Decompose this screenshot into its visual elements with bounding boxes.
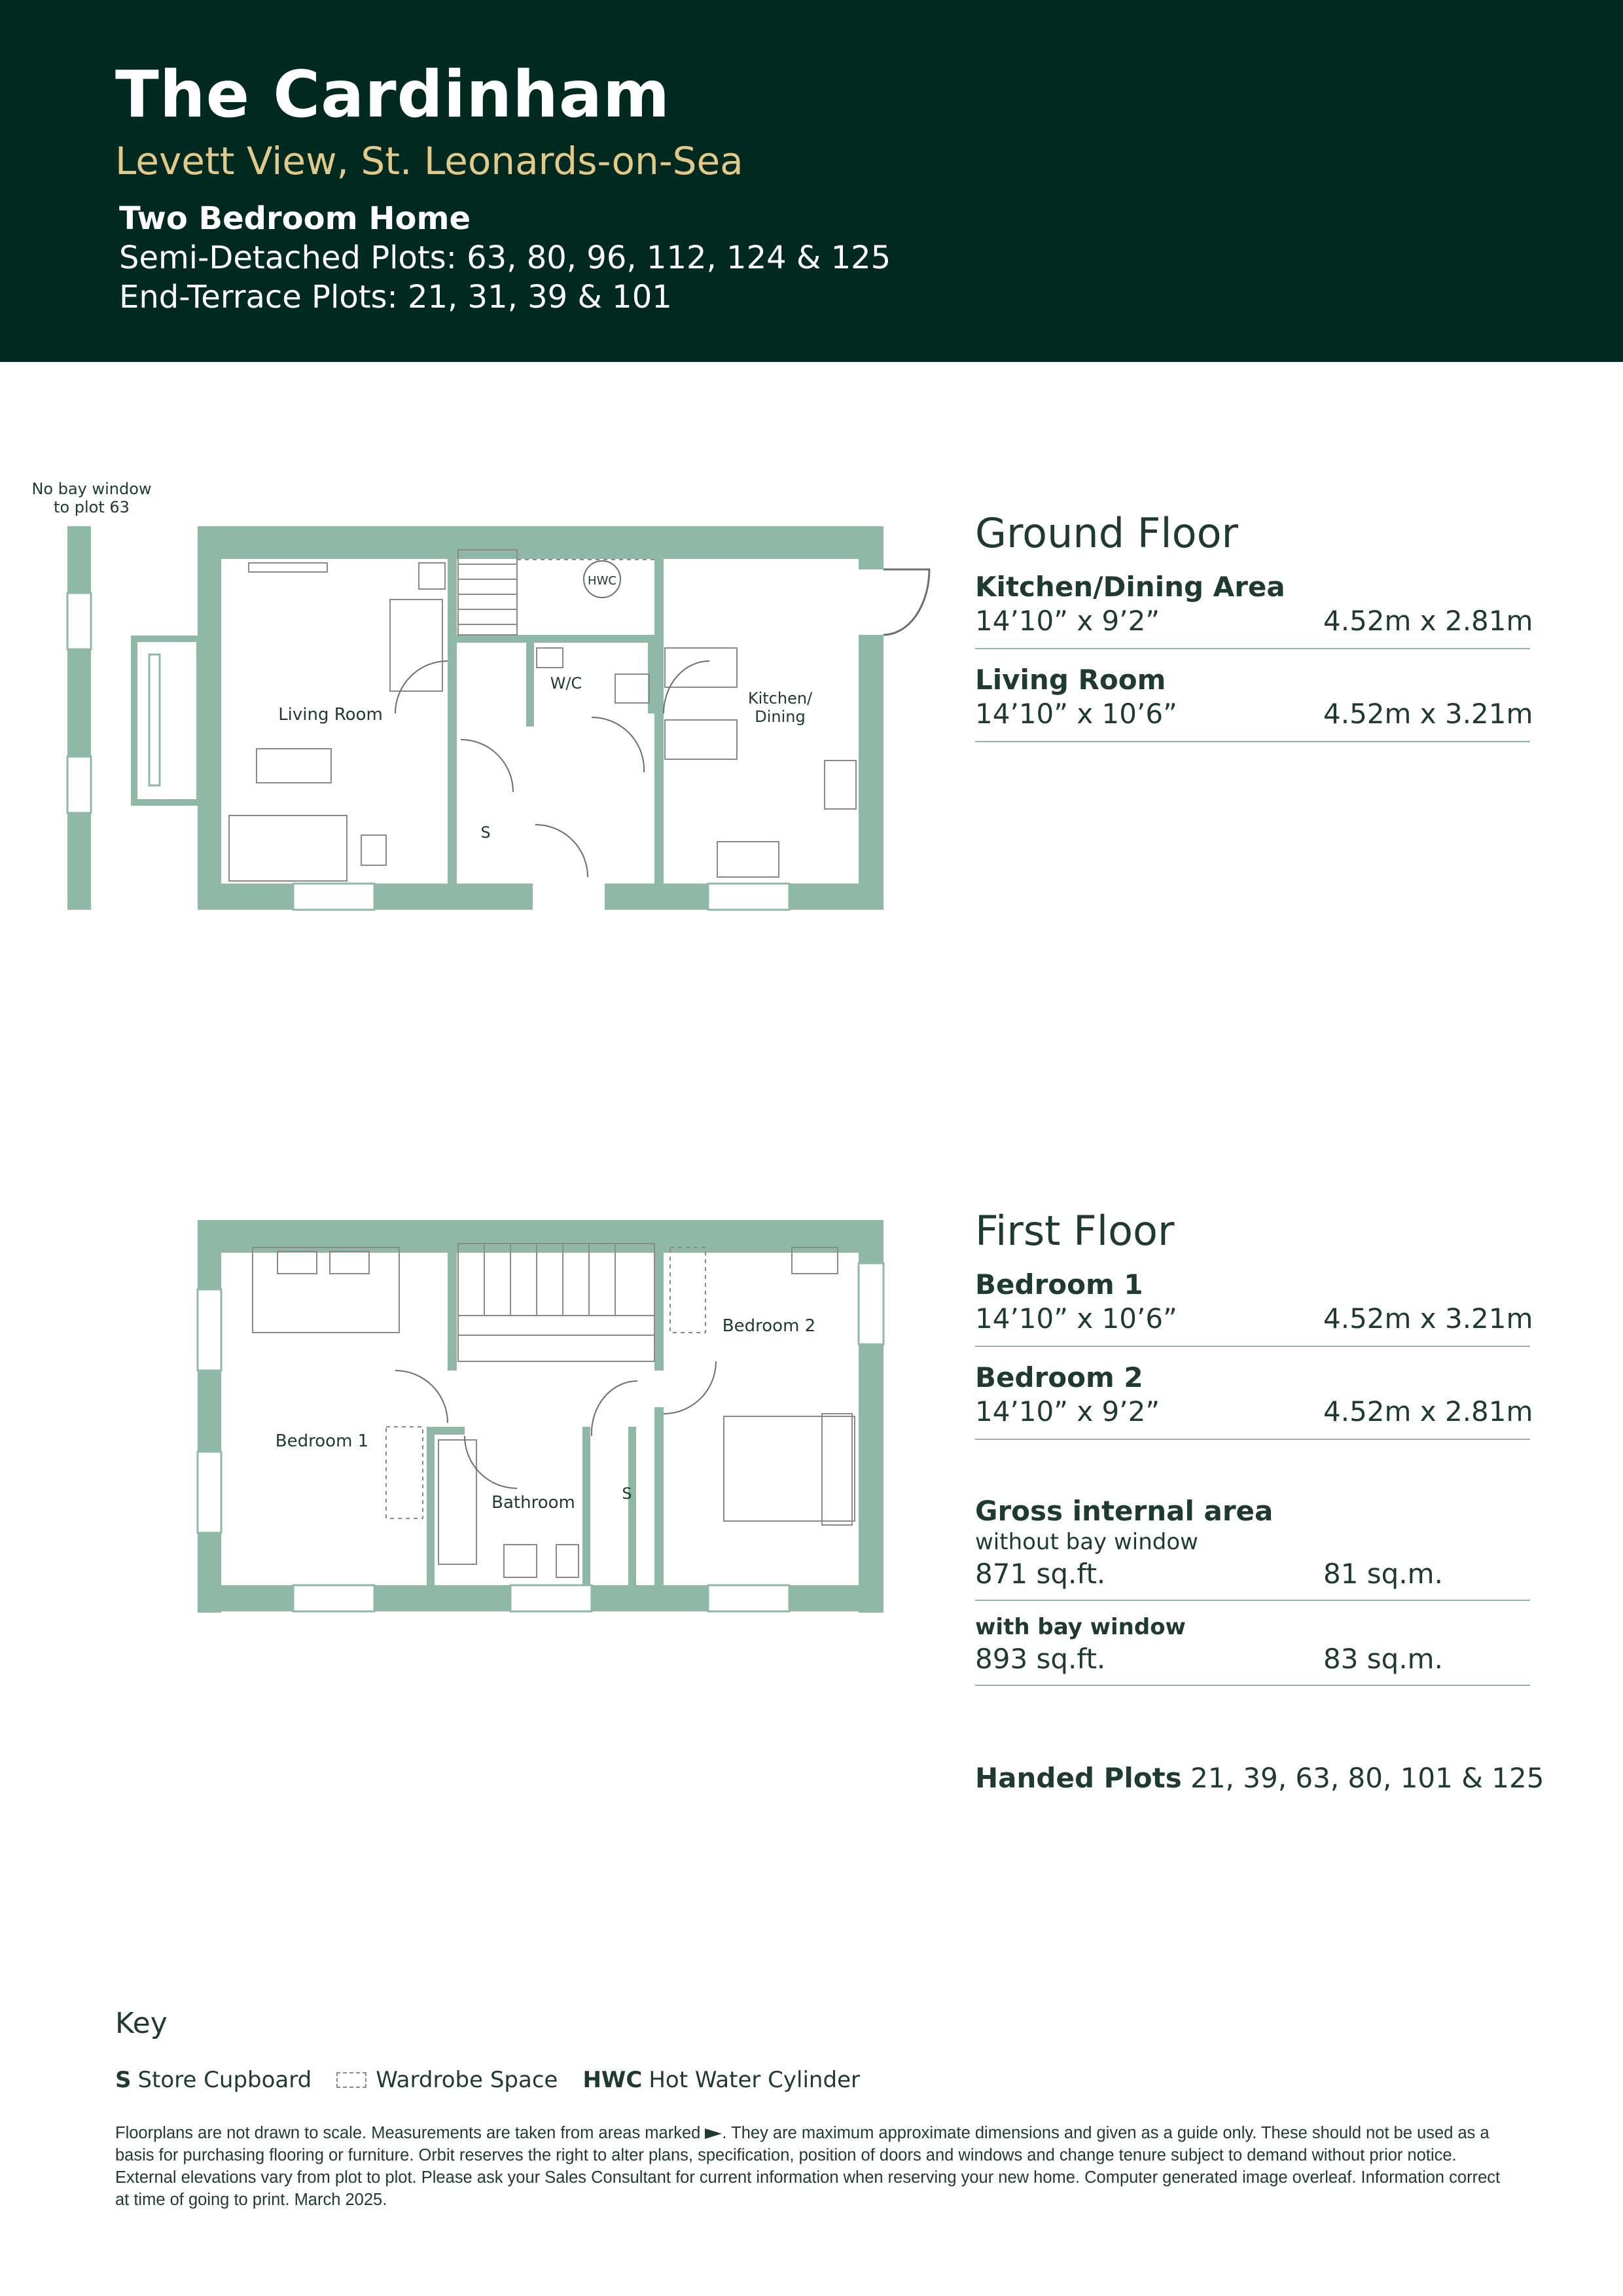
disclaimer xyxy=(115,2122,1516,2211)
key-wardrobe-text: Wardrobe Space xyxy=(376,2067,558,2093)
handed-plots xyxy=(975,1762,1544,1794)
divider xyxy=(975,1685,1530,1686)
label-hwc: HWC xyxy=(588,574,616,588)
gia-with-sqft: 893 sq.ft. xyxy=(975,1643,1106,1675)
key-row xyxy=(115,2067,885,2093)
key-hwc-text: Hot Water Cylinder xyxy=(649,2067,860,2093)
key-store-text: Store Cupboard xyxy=(137,2067,312,2093)
first-left-wall xyxy=(198,1220,221,1613)
ground-top-wall xyxy=(198,526,883,559)
room-metric-bedroom-1: 4.52m x 3.21m xyxy=(1323,1302,1533,1335)
room-name-bedroom-2: Bedroom 2 xyxy=(975,1361,1143,1393)
divider xyxy=(975,741,1530,742)
ground-floor-plan xyxy=(0,517,955,923)
label-store-first: S xyxy=(622,1484,632,1503)
label-bedroom-2: Bedroom 2 xyxy=(722,1316,816,1336)
key-store-abbr: S xyxy=(115,2067,132,2093)
label-living-room: Living Room xyxy=(278,705,383,725)
divider xyxy=(975,1600,1530,1601)
gia-title: Gross internal area xyxy=(975,1495,1274,1527)
room-imperial-living: 14’10” x 10’6” xyxy=(975,698,1177,730)
divider xyxy=(975,648,1530,649)
room-imperial-kitchen: 14’10” x 9’2” xyxy=(975,605,1160,637)
label-wc: W/C xyxy=(550,674,582,692)
room-metric-kitchen: 4.52m x 2.81m xyxy=(1323,605,1533,637)
first-floor-plan xyxy=(0,1211,955,1617)
handed-plots-list: 21, 39, 63, 80, 101 & 125 xyxy=(1190,1762,1544,1794)
key-store xyxy=(115,2067,312,2093)
page-title: The Cardinham xyxy=(115,58,671,132)
gia-without-label: without bay window xyxy=(975,1529,1198,1555)
semi-detached-plots: Semi-Detached Plots: 63, 80, 96, 112, 124 & 125 xyxy=(119,240,891,276)
home-type: Two Bedroom Home xyxy=(119,200,471,237)
room-imperial-bedroom-2: 14’10” x 9’2” xyxy=(975,1395,1160,1427)
first-floor-title: First Floor xyxy=(975,1207,1175,1255)
label-bathroom: Bathroom xyxy=(491,1493,575,1513)
side-elevation-strip xyxy=(67,526,91,910)
handed-plots-label: Handed Plots xyxy=(975,1762,1182,1794)
key-hwc xyxy=(582,2067,860,2093)
label-store-ground: S xyxy=(480,823,491,842)
ground-floor-title: Ground Floor xyxy=(975,509,1239,557)
room-name-bedroom-1: Bedroom 1 xyxy=(975,1268,1143,1300)
key-title: Key xyxy=(115,2007,168,2040)
key-hwc-abbr: HWC xyxy=(582,2067,643,2093)
disclaimer-part-1: Floorplans are not drawn to scale. Measurements are taken from areas marked xyxy=(115,2124,705,2142)
room-name-kitchen: Kitchen/Dining Area xyxy=(975,571,1285,603)
label-kitchen-2: Dining xyxy=(755,708,806,726)
end-terrace-plots: End-Terrace Plots: 21, 31, 39 & 101 xyxy=(119,279,672,315)
room-metric-living: 4.52m x 3.21m xyxy=(1323,698,1533,730)
label-kitchen-1: Kitchen/ xyxy=(747,689,813,708)
gia-without-sqft: 871 sq.ft. xyxy=(975,1558,1106,1590)
gia-with-sqm: 83 sq.m. xyxy=(1323,1643,1443,1675)
disclaimer-part-2: . They are maximum approximate dimensions and given as a guide only. These should not be used as a basis for purchasing flooring or furniture. Orbit reserves the right to alter plans, specification, position of doors and windows and change tenure subject to demand without prior notice. External elevations vary from plot to plot. Please ask your Sales Consultant for current information when reserving your new home. Computer generated image overleaf. Information correct at time of going to print. March 2025. xyxy=(115,2124,1501,2209)
measurement-arrow-icon xyxy=(705,2128,722,2139)
divider xyxy=(975,1439,1530,1440)
development-name: Levett View, St. Leonards-on-Sea xyxy=(115,139,743,183)
gia-without-sqm: 81 sq.m. xyxy=(1323,1558,1443,1590)
header-banner xyxy=(0,0,1623,362)
key-wardrobe xyxy=(336,2067,558,2093)
wardrobe-swatch-icon xyxy=(336,2072,366,2088)
label-bedroom-1: Bedroom 1 xyxy=(275,1431,369,1451)
room-name-living: Living Room xyxy=(975,664,1166,696)
gia-with-label: with bay window xyxy=(975,1614,1186,1640)
bay-window-note: No bay window to plot 63 xyxy=(31,480,152,516)
room-metric-bedroom-2: 4.52m x 2.81m xyxy=(1323,1395,1533,1427)
divider xyxy=(975,1346,1530,1347)
room-imperial-bedroom-1: 14’10” x 10’6” xyxy=(975,1302,1177,1335)
